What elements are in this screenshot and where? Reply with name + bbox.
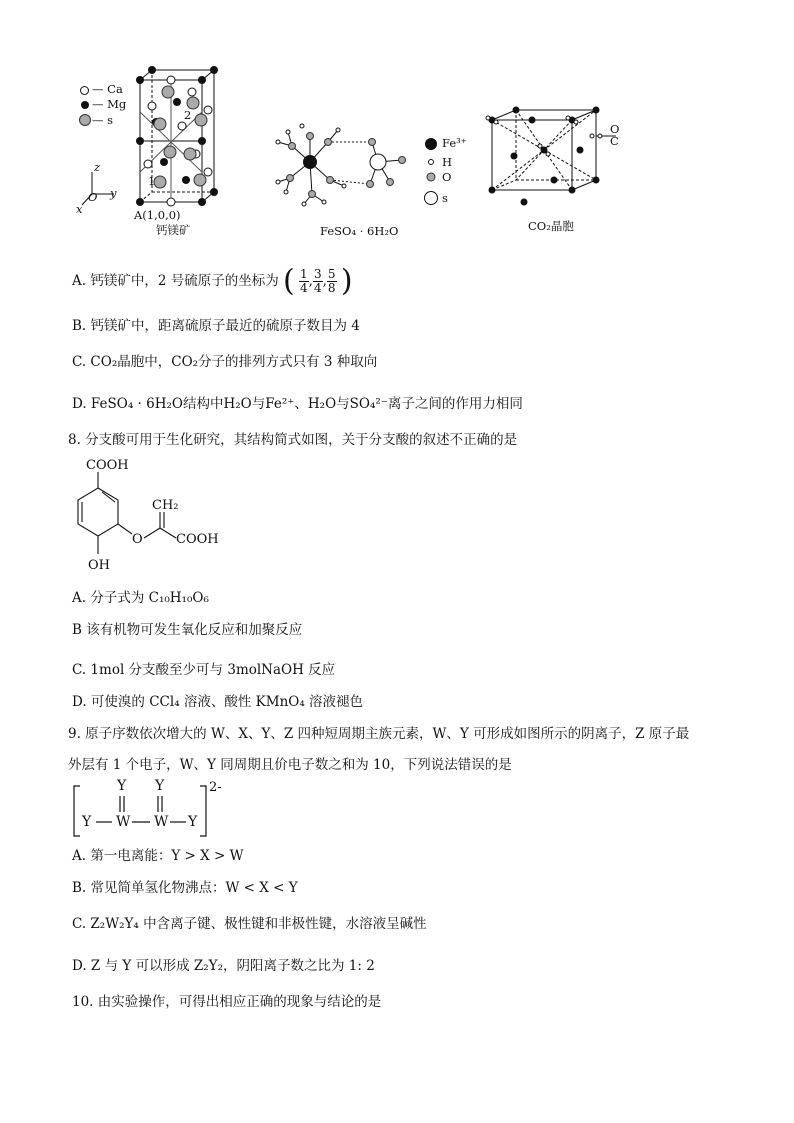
q9-option-c: C. Z₂W₂Y₄ 中含离子键、极性键和非极性键，水溶液呈碱性	[72, 916, 427, 932]
atom-label-2: 2	[184, 108, 192, 122]
q8-option-c: C. 1mol 分支酸至少可与 3molNaOH 反应	[72, 662, 336, 678]
legend-s: s	[442, 191, 448, 205]
atom-label-1: 1	[148, 174, 156, 188]
co2-cell-figure	[484, 106, 634, 242]
calcium-magnesium-cell-figure	[72, 62, 242, 242]
atom-y-top-left: Y	[117, 778, 127, 794]
coord-x	[299, 268, 309, 295]
legend-ca: — Ca	[92, 82, 123, 96]
legend-ca-marker	[80, 86, 89, 95]
coord-y-den: 4	[313, 281, 322, 295]
coord-x-num: 1	[300, 267, 308, 281]
axis-x: x	[76, 202, 83, 216]
figure-caption: 钙镁矿	[156, 223, 191, 237]
origin-label: A(1,0,0)	[134, 208, 181, 222]
q7-option-a-text: A. 钙镁矿中，2 号硫原子的坐标为	[72, 273, 279, 289]
legend-s: — s	[92, 113, 114, 127]
anion-structure	[72, 778, 252, 840]
label-oh: OH	[88, 558, 110, 573]
q8-option-b: B 该有机物可发生氧化反应和加聚反应	[72, 622, 303, 638]
paren-left: (	[283, 263, 295, 299]
paren-right: )	[340, 263, 353, 299]
coord-y-num: 3	[313, 267, 322, 281]
label-o: O	[132, 532, 143, 547]
label-c: C	[610, 134, 619, 148]
q7-option-d: D. FeSO₄ · 6H₂O结构中H₂O与Fe²⁺、H₂O与SO₄²⁻离子之间的作用力相同	[72, 396, 523, 412]
axis-y: y	[110, 186, 117, 200]
q7-option-a: A. 钙镁矿中，2 号硫原子的坐标为 ( $\frac{1}{4}$ , $\frac{3}{4}$ , $\frac{5}{8}$ )	[72, 263, 353, 299]
q8-option-a: A. 分子式为 C₁₀H₁₀O₆	[72, 590, 209, 606]
figure-caption: CO₂晶胞	[528, 219, 574, 233]
legend-s-marker	[79, 114, 91, 126]
feso4-structure-figure	[268, 112, 478, 242]
atom-y-right: Y	[188, 814, 198, 830]
chorismic-acid-structure	[68, 452, 248, 578]
label-cooh-top: COOH	[86, 458, 129, 473]
ion-charge: 2-	[209, 780, 222, 795]
legend-o: O	[442, 170, 452, 184]
axis-z: z	[94, 160, 101, 174]
atom-w-left: W	[116, 814, 131, 830]
q9-option-d: D. Z 与 Y 可以形成 Z₂Y₂，阴阳离子数之比为 1: 2	[72, 958, 375, 974]
coord-y	[313, 268, 323, 295]
q8-stem: 8. 分支酸可用于生化研究，其结构简式如图，关于分支酸的叙述不正确的是	[68, 432, 518, 448]
axis-origin: O	[88, 190, 98, 204]
legend-h: H	[442, 155, 453, 169]
q10-stem: 10. 由实验操作，可得出相应正确的现象与结论的是	[72, 994, 382, 1010]
atom-y-top-right: Y	[155, 778, 165, 794]
legend-mg: — Mg	[92, 97, 127, 111]
q9-stem-line1: 9. 原子序数依次增大的 W、X、Y、Z 四种短周期主族元素，W、Y 可形成如图所示的阴离子，Z 原子最	[68, 726, 690, 742]
figure-caption: FeSO₄ · 6H₂O	[320, 224, 399, 238]
coord-z	[327, 268, 337, 295]
q9-option-b: B. 常见简单氢化物沸点：W < X < Y	[72, 880, 298, 896]
q9-stem-line2: 外层有 1 个电子，W、Y 同周期且价电子数之和为 10，下列说法错误的是	[68, 757, 512, 773]
label-cooh-right: COOH	[176, 532, 219, 547]
atom-w-right: W	[154, 814, 169, 830]
coord-z-den: 8	[327, 281, 336, 295]
q7-option-c: C. CO₂晶胞中，CO₂分子的排列方式只有 3 种取向	[72, 354, 378, 370]
coord-x-den: 4	[300, 281, 308, 295]
atom-y-left: Y	[82, 814, 92, 830]
legend-fe: Fe³⁺	[442, 136, 467, 150]
q9-option-a: A. 第一电离能：Y > X > W	[72, 848, 244, 864]
legend-mg-marker	[81, 101, 89, 109]
label-ch2: CH₂	[152, 498, 179, 513]
q7-option-b: B. 钙镁矿中，距离硫原子最近的硫原子数目为 4	[72, 318, 360, 334]
label-o: O	[610, 122, 620, 136]
q8-option-d: D. 可使溴的 CCl₄ 溶液、酸性 KMnO₄ 溶液褪色	[72, 694, 364, 710]
coord-z-num: 5	[327, 267, 336, 281]
